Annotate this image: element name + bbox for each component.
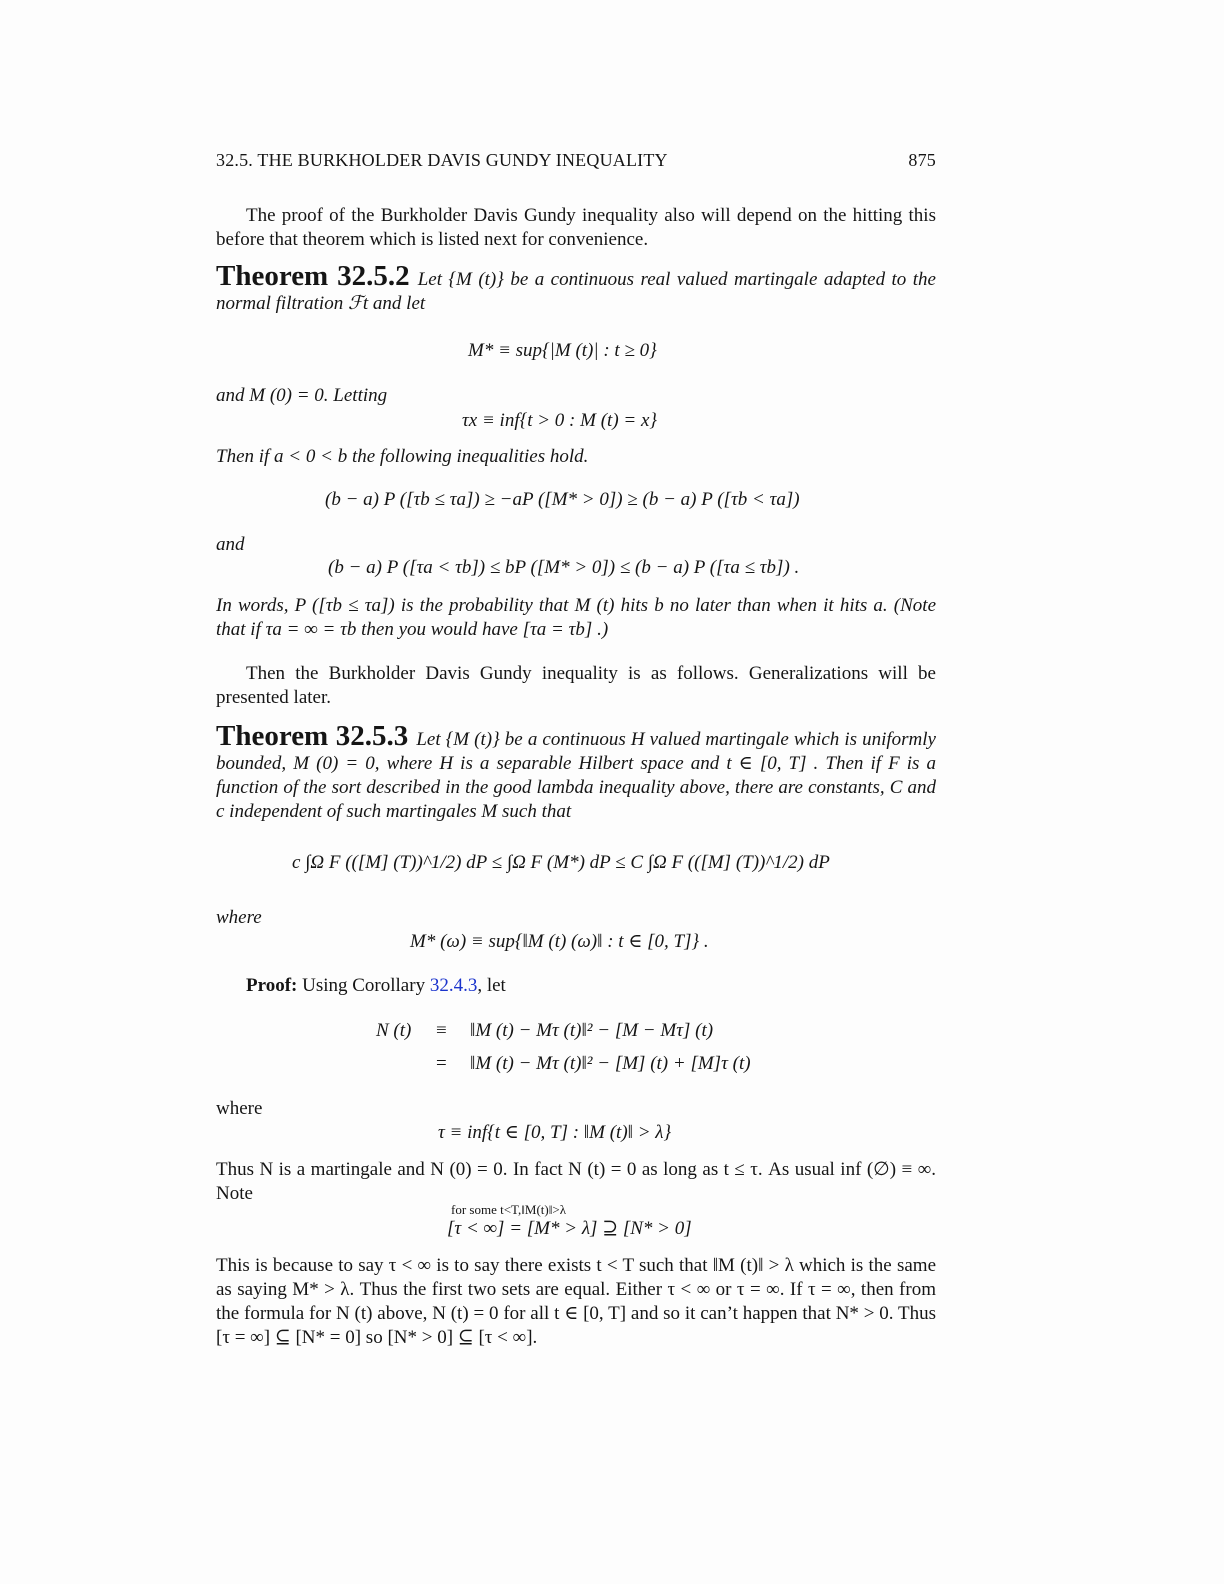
theorem-32-5-3	[216, 720, 936, 824]
theorem-hypothesis: Then if a < 0 < b the following inequalities hold.	[216, 446, 589, 467]
proof-text-end: , let	[477, 975, 506, 996]
paragraph-explanation: This is because to say τ < ∞ is to say there exists t < T such that ‖M (t)‖ > λ which is the same as saying M* > λ. Thus the first two sets are equal. Either τ < ∞ or τ = ∞. If τ = ∞, then from the formula for N (t) above, N (t) = 0 for all t ∈ [0, T] and so it can’t happen that N* > 0. Thus [τ = ∞] ⊆ [N* = 0] so [N* > 0] ⊆ [τ < ∞].	[216, 1255, 936, 1348]
corollary-link[interactable]: 32.4.3	[429, 975, 478, 996]
equation-tau-x: τx ≡ inf{t > 0 : M (t) = x}	[462, 410, 658, 431]
theorem-statement: Let {M (t)} be a continuous H valued martingale which is uniformly bounded, M (0) = 0, where H is a separable Hilbert space and t ∈ [0, T] . Then if F is a function of the sort described in the good lambda inequality above, there are constants, C and c independent of such martingales M such that	[216, 729, 936, 822]
paragraph-bdg-intro: Then the Burkholder Davis Gundy inequality is as follows. Generalizations will be presented later.	[216, 663, 936, 708]
theorem-statement: Let {M (t)} be a continuous real valued martingale adapted to the normal filtration ℱt and let	[216, 269, 936, 314]
section-title: 32.5. THE BURKHOLDER DAVIS GUNDY INEQUALITY	[216, 150, 668, 170]
theorem-32-5-2	[216, 260, 936, 316]
equation-inequality-1: (b − a) P ([τb ≤ τa]) ≥ −aP ([M* > 0]) ≥ (b − a) P ([τb < τa])	[325, 489, 800, 510]
proof-label: Proof:	[246, 975, 298, 996]
theorem-title: Theorem 32.5.2	[216, 260, 410, 292]
equation-inequality-2: (b − a) P ([τa < τb]) ≤ bP ([M* > 0]) ≤ (b − a) P ([τa ≤ τb]) .	[328, 557, 800, 578]
theorem-condition: and M (0) = 0. Letting	[216, 385, 388, 406]
paragraph-martingale: Thus N is a martingale and N (0) = 0. In fact N (t) = 0 as long as t ≤ τ. As usual inf (∅) ≡ ∞. Note	[216, 1159, 936, 1204]
theorem-remark: In words, P ([τb ≤ τa]) is the probability that M (t) hits b no later than when it hits a. (Note that if τa = ∞ = τb then you would have [τa = τb] .)	[216, 595, 936, 640]
intro-paragraph: The proof of the Burkholder Davis Gundy inequality also will depend on the hitting this before that theorem which is listed next for convenience.	[216, 205, 936, 250]
equation-bdg: c ∫Ω F (([M] (T))^1/2) dP ≤ ∫Ω F (M*) dP ≤ C ∫Ω F (([M] (T))^1/2) dP	[292, 852, 830, 873]
equation-n-op2: =	[436, 1053, 447, 1074]
equation-overbrace-note: for some t<T,‖M(t)‖>λ	[451, 1202, 567, 1217]
equation-sets: [τ < ∞] = [M* > λ] ⊇ [N* > 0]	[447, 1218, 692, 1239]
proof-text: Using Corollary	[302, 975, 426, 996]
equation-m-star: M* ≡ sup{|M (t)| : t ≥ 0}	[468, 340, 657, 361]
where-label-2: where	[216, 1098, 263, 1119]
where-label: where	[216, 907, 262, 928]
equation-n-lhs: N (t)	[376, 1020, 412, 1041]
equation-n-op1: ≡	[436, 1020, 447, 1041]
equation-n-rhs1: ‖M (t) − Mτ (t)‖² − [M − Mτ] (t)	[470, 1020, 714, 1041]
conjunction-and: and	[216, 534, 245, 555]
proof-intro	[216, 974, 936, 998]
page-number: 875	[908, 150, 936, 170]
equation-m-star-omega: M* (ω) ≡ sup{‖M (t) (ω)‖ : t ∈ [0, T]} .	[410, 931, 709, 952]
equation-tau: τ ≡ inf{t ∈ [0, T] : ‖M (t)‖ > λ}	[438, 1122, 672, 1143]
theorem-title: Theorem 32.5.3	[216, 720, 409, 752]
equation-n-rhs2: ‖M (t) − Mτ (t)‖² − [M] (t) + [M]τ (t)	[470, 1053, 751, 1074]
running-header	[216, 150, 936, 171]
